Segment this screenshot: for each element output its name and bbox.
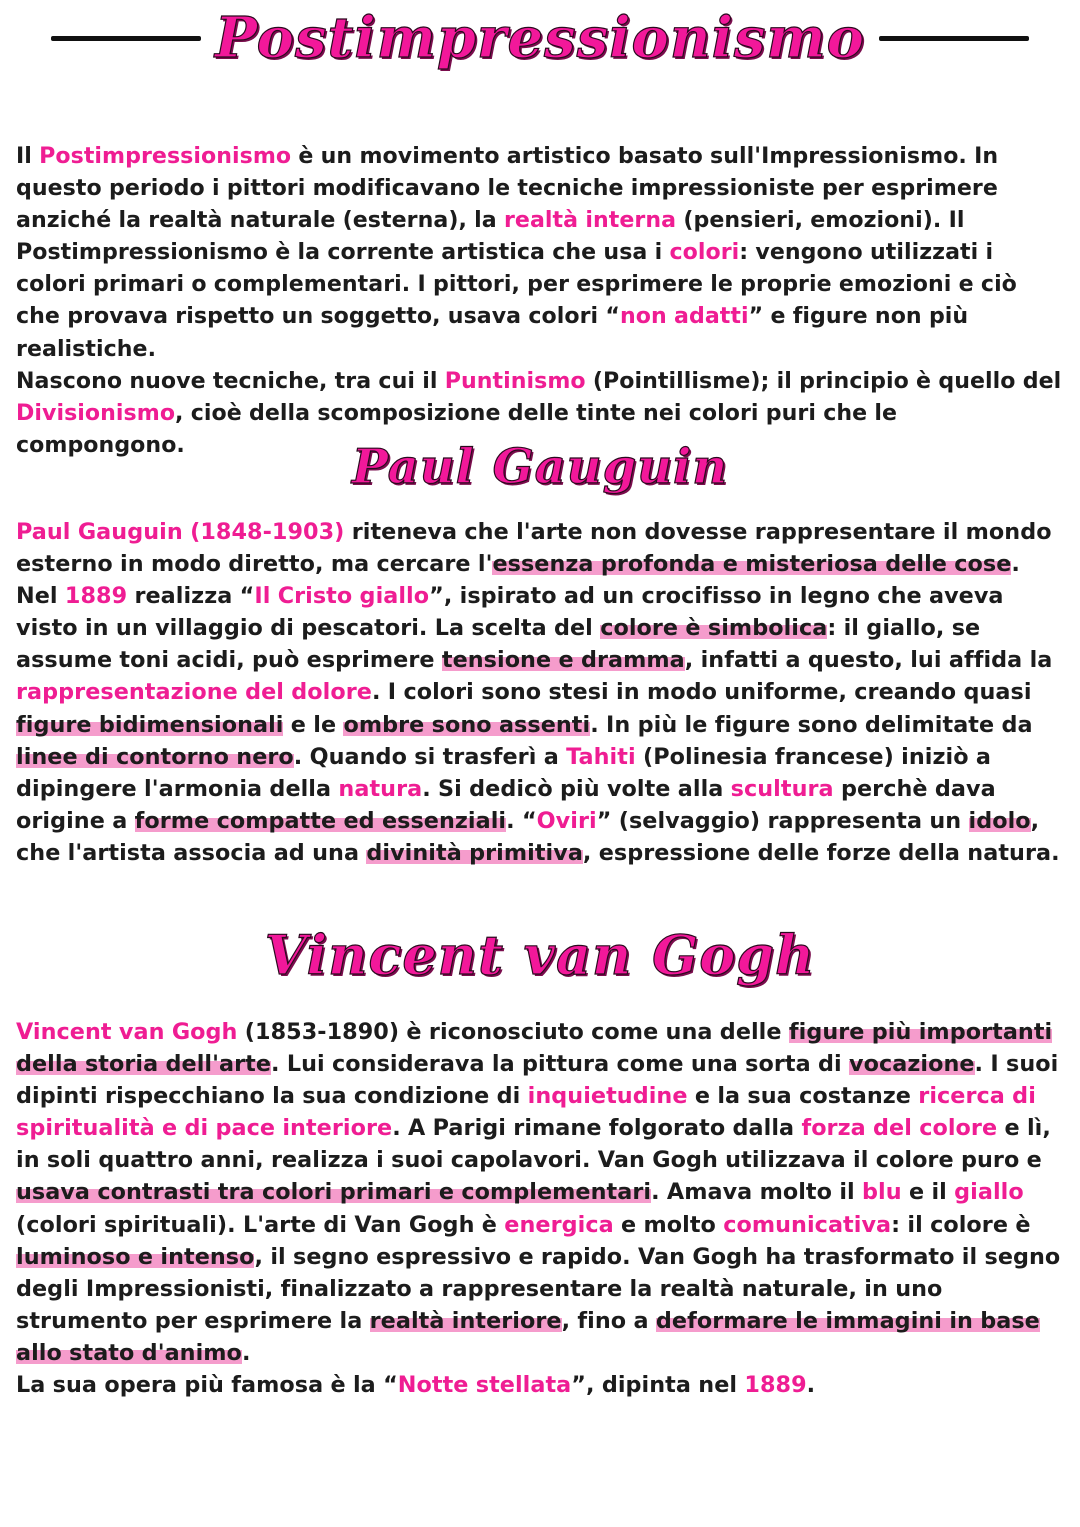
text-run: : vengono utilizzati i colori primari o complementari. I pittori, per esprimere le proprie emozioni e ciò che provava rispetto un soggetto, usava colori “ (16, 239, 1017, 330)
highlighted-phrase: divinità primitiva (366, 839, 583, 866)
keyword-pink: non adatti (620, 303, 749, 330)
text-run: Nascono nuove tecniche, tra cui il (16, 367, 445, 394)
main-title-row (0, 2, 1080, 74)
keyword-pink: natura (338, 775, 423, 802)
text-run: . Si dedicò più volte alla (422, 775, 731, 802)
text-run: riteneva che l'arte non dovesse rappresentare il mondo esterno in modo diretto, ma cercare l' (16, 519, 1052, 578)
keyword-pink: Oviri (536, 807, 597, 834)
highlighted-phrase: idolo (968, 807, 1031, 834)
text-run: . Nel (16, 551, 1020, 610)
text-run: , che l'artista associa ad una (16, 807, 1040, 866)
text-run: e molto (613, 1211, 724, 1238)
keyword-pink: comunicativa (723, 1211, 892, 1238)
keyword-pink: inquietudine (527, 1083, 688, 1110)
text-run: perchè dava origine a (16, 775, 996, 834)
keyword-pink: Paul Gauguin (16, 519, 183, 545)
text-run: ” e figure non più realistiche. (16, 303, 969, 362)
text-run: , fino a (561, 1307, 656, 1334)
keyword-pink: realtà interna (503, 207, 677, 234)
keyword-pink: Notte stellata (397, 1372, 572, 1399)
text-run: è un movimento artistico basato sull'Impressionismo. In questo periodo i pittori modificavano le tecniche impressioniste per esprimere anziché la realtà naturale (esterna), la (16, 143, 999, 234)
text-run: . (806, 1372, 816, 1399)
text-run: ”, dipinta nel (571, 1372, 745, 1399)
keyword-pink: scultura (730, 775, 834, 802)
vangogh-paragraph (16, 1016, 1068, 1401)
keyword-pink: blu (862, 1179, 902, 1206)
keyword-pink: rappresentazione del dolore (16, 679, 372, 706)
gauguin-paragraph (16, 516, 1068, 869)
keyword-pink: Postimpressionismo (39, 143, 292, 169)
text-run: . Lui considerava la pittura come una sorta di (271, 1051, 850, 1078)
highlighted-phrase: luminoso e intenso (16, 1243, 255, 1270)
keyword-pink: (1848-1903) (190, 519, 345, 545)
highlighted-phrase: tensione e dramma (441, 647, 685, 674)
text-run: . Quando si trasferì a (293, 743, 567, 770)
text-run: . I suoi dipinti rispecchiano la sua condizione di (16, 1051, 1059, 1110)
keyword-pink: 1889 (64, 583, 128, 610)
gauguin-title-row (0, 436, 1080, 498)
highlighted-phrase: colore è simbolica (600, 615, 828, 642)
text-run: Il (16, 143, 40, 169)
text-run: . Amava molto il (651, 1179, 863, 1206)
highlighted-phrase: vocazione (849, 1051, 975, 1078)
text-run: La sua opera più famosa è la “ (16, 1372, 398, 1399)
keyword-pink: giallo (954, 1179, 1024, 1206)
title-rule-left (51, 36, 201, 41)
keyword-pink: ricerca di spiritualità e di pace interiore (16, 1083, 1036, 1142)
keyword-pink: 1889 (744, 1372, 807, 1399)
highlighted-phrase: forme compatte ed essenziali (134, 807, 507, 834)
text-run: e lì, in soli quattro anni, realizza i suoi capolavori. Van Gogh utilizzava il colore puro e (16, 1115, 1051, 1174)
text-run: , infatti a questo, lui affida la (684, 647, 1053, 674)
title-rule-right (879, 36, 1029, 41)
text-run: , cioè della scomposizione delle tinte nei colori puri che le compongono. (16, 399, 898, 458)
main-title: Postimpressionismo (215, 5, 865, 71)
text-run: e le (283, 711, 344, 738)
text-run: (1853-1890) è riconosciuto come una delle (237, 1019, 789, 1045)
highlighted-phrase: deformare le immagini in base allo stato d'animo (16, 1307, 1040, 1366)
highlighted-phrase: usava contrasti tra colori primari e complementari (16, 1179, 652, 1206)
text-run: . A Parigi rimane folgorato dalla (392, 1115, 802, 1142)
text-run: ”, ispirato ad un crocifisso in legno che aveva visto in un villaggio di pescatori. La scelta del (16, 583, 1004, 642)
highlighted-phrase: essenza profonda e misteriosa delle cose (492, 551, 1012, 578)
keyword-pink: Vincent van Gogh (16, 1019, 238, 1045)
keyword-pink: Tahiti (566, 743, 636, 770)
highlighted-phrase: figure più importanti della storia dell'arte (16, 1019, 1053, 1078)
text-run: : il giallo, se assume toni acidi, può esprimere (16, 615, 981, 674)
vangogh-title: Vincent van Gogh (264, 923, 816, 987)
text-run: (Polinesia francese) iniziò a dipingere l'armonia della (16, 743, 991, 802)
text-run: , espressione delle forze della natura. (582, 839, 1060, 866)
keyword-pink: Il Cristo giallo (254, 583, 430, 610)
text-run: . In più le figure sono delimitate da (590, 711, 1033, 738)
text-run: ” (selvaggio) rappresenta un (596, 807, 969, 834)
intro-paragraph (16, 140, 1068, 461)
text-run: realizza “ (127, 583, 255, 610)
keyword-pink: colori (669, 239, 740, 266)
keyword-pink: Puntinismo (444, 367, 586, 394)
highlighted-phrase: figure bidimensionali (16, 711, 284, 738)
text-run (183, 519, 190, 545)
text-run: (pensieri, emozioni). Il Postimpressionismo è la corrente artistica che usa i (16, 207, 965, 266)
keyword-pink: forza del colore (801, 1115, 998, 1142)
highlighted-phrase: realtà interiore (369, 1307, 562, 1334)
text-run: . “ (506, 807, 537, 834)
text-run: (Pointillisme); il principio è quello del (585, 367, 1062, 394)
text-run: , il segno espressivo e rapido. Van Gogh ha trasformato il segno degli Impressionisti, finalizzato a rappresentare la realtà naturale, in uno strumento per esprimere la (16, 1243, 1061, 1334)
gauguin-title: Paul Gauguin (351, 439, 729, 495)
text-run: (colori spirituali). L'arte di Van Gogh è (16, 1211, 505, 1238)
vangogh-title-row (0, 920, 1080, 990)
highlighted-phrase: ombre sono assenti (343, 711, 591, 738)
text-run: : il colore è (891, 1211, 1031, 1238)
text-run: e la sua costanze (687, 1083, 919, 1110)
text-run: . I colori sono stesi in modo uniforme, creando quasi (371, 679, 1032, 706)
text-run: . (241, 1339, 251, 1366)
keyword-pink: Divisionismo (16, 399, 176, 426)
keyword-pink: energica (504, 1211, 614, 1238)
highlighted-phrase: linee di contorno nero (16, 743, 294, 770)
text-run: e il (901, 1179, 955, 1206)
